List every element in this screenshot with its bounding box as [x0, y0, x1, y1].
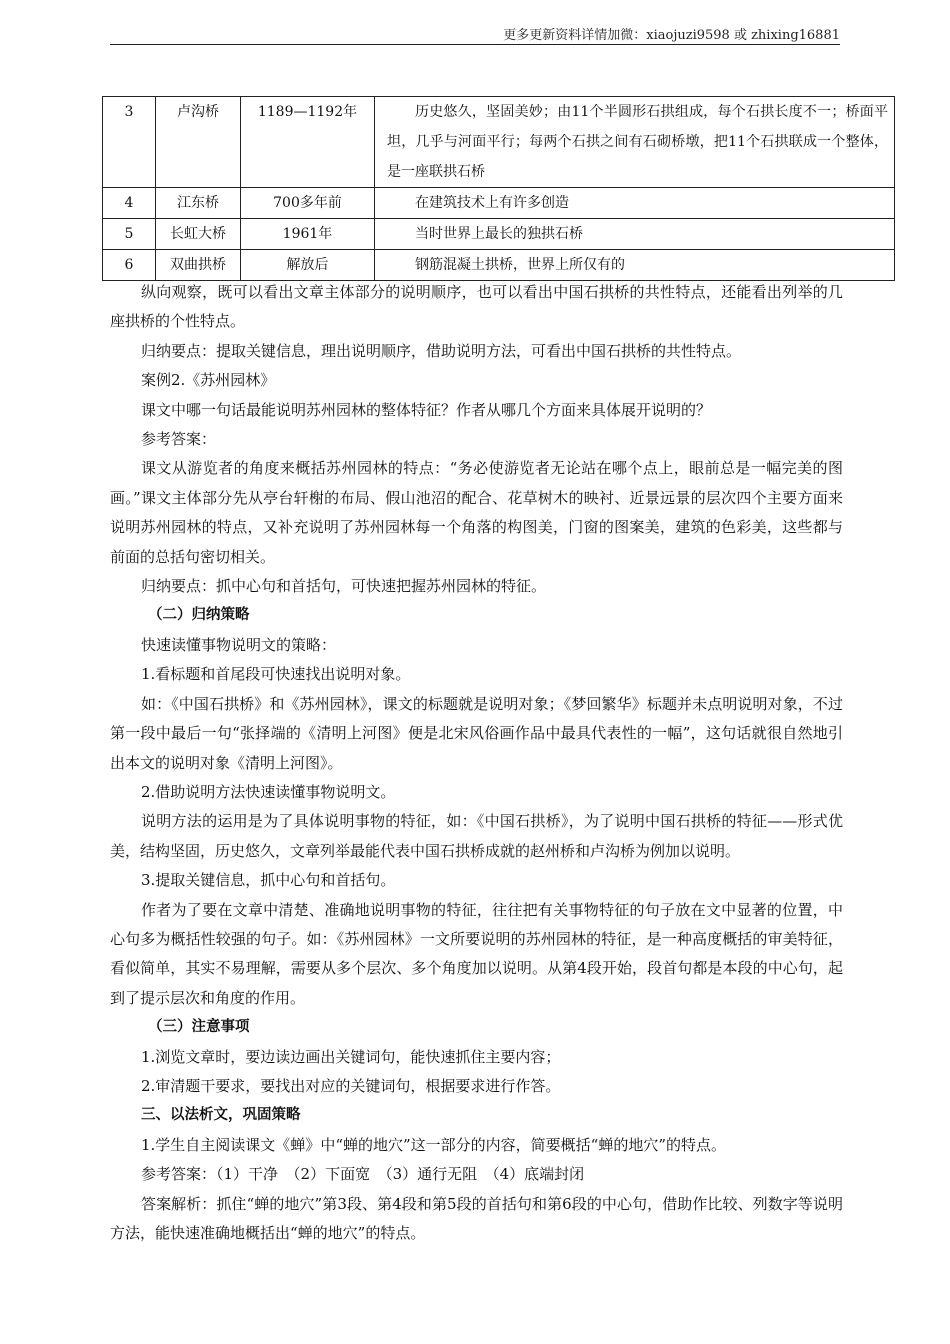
page-header-note: 更多更新资料详情加微：xiaojuzi9598 或 zhixing16881	[503, 28, 840, 43]
cell-year: 解放后	[241, 250, 375, 281]
list-item: 1.浏览文章时，要边读边画出关键词句，能快速抓住主要内容；	[141, 1047, 561, 1066]
cell-year: 700多年前	[241, 188, 375, 219]
cell-bridge-name: 卢沟桥	[156, 97, 241, 188]
table-row	[103, 250, 895, 281]
cell-number: 5	[103, 219, 156, 250]
cell-number: 3	[103, 97, 156, 188]
cell-bridge-name: 江东桥	[156, 188, 241, 219]
section-heading: （二）归纳策略	[148, 607, 250, 624]
case-title: 案例2.《苏州园林》	[141, 371, 276, 390]
section-heading: （三）注意事项	[148, 1019, 250, 1036]
list-item: 2.审清题干要求，要找出对应的关键词句，根据要求进行作答。	[141, 1076, 561, 1095]
list-item: 3.提取关键信息，抓中心句和首括句。	[141, 871, 396, 890]
paragraph: 课文从游览者的角度来概括苏州园林的特点：“务必使游览者无论站在哪个点上，眼前总是一幅完美的图画。”课文主体部分先从亭台轩榭的布局、假山池沼的配合、花草树木的映衬、近景远景的层次四个主要方面来说明苏州园林的特点，又补充说明了苏州园林每一个角落的构图美，门窗的图案美，建筑的色彩美，这些都与前面的总括句密切相关。	[110, 459, 843, 566]
table-row	[103, 219, 895, 250]
cell-year-text: 1189—1192年	[257, 104, 358, 120]
cell-feature: 在建筑技术上有许多创造	[375, 188, 895, 219]
paragraph: 说明方法的运用是为了具体说明事物的特征，如：《中国石拱桥》，为了说明中国石拱桥的特征——形式优美，结构坚固，历史悠久，文章列举最能代表中国石拱桥成就的赵州桥和卢沟桥为例加以说明。	[110, 812, 843, 860]
paragraph: 纵向观察，既可以看出文章主体部分的说明顺序，也可以看出中国石拱桥的共性特点，还能看出列举的几座拱桥的个性特点。	[110, 283, 843, 331]
paragraph: 归纳要点：提取关键信息，理出说明顺序，借助说明方法，可看出中国石拱桥的共性特点。	[141, 341, 742, 360]
cell-feature: 钢筋混凝土拱桥，世界上所仅有的	[375, 250, 895, 281]
list-item: 2.借助说明方法快速读懂事物说明文。	[141, 782, 396, 801]
cell-year: 1961年	[241, 219, 375, 250]
cell-number: 4	[103, 188, 156, 219]
paragraph: 快速读懂事物说明文的策略：	[141, 635, 337, 654]
cell-number: 6	[103, 250, 156, 281]
answer-analysis: 答案解析：抓住“蝉的地穴”第3段、第4段和第5段的首括句和第6段的中心句，借助作比较、列数字等说明方法，能快速准确地概括出“蝉的地穴”的特点。	[110, 1194, 843, 1242]
table-row	[103, 97, 895, 188]
answer: 参考答案：（1）干净 （2）下面宽 （3）通行无阻 （4）底端封闭	[141, 1165, 585, 1184]
table-row	[103, 188, 895, 219]
bridge-table	[102, 96, 895, 281]
cell-bridge-name: 双曲拱桥	[156, 250, 241, 281]
list-item: 1.看标题和首尾段可快速找出说明对象。	[141, 665, 411, 684]
paragraph: 归纳要点：抓中心句和首括句，可快速把握苏州园林的特征。	[141, 577, 547, 596]
cell-year	[241, 97, 375, 188]
header-rule	[110, 44, 840, 45]
paragraph: 如：《中国石拱桥》和《苏州园林》，课文的标题就是说明对象；《梦回繁华》标题并未点明说明对象，不过第一段中最后一句“张择端的《清明上河图》便是北宋风俗画作品中最具代表性的一幅”，这句话就很自然地引出本文的说明对象《清明上河图》。	[110, 694, 843, 772]
body-text	[110, 278, 843, 1248]
question: 课文中哪一句话最能说明苏州园林的整体特征？作者从哪几个方面来具体展开说明的？	[141, 400, 712, 419]
answer-label: 参考答案：	[141, 430, 217, 449]
section-heading: 三、以法析文，巩固策略	[141, 1107, 301, 1124]
list-item: 1.学生自主阅读课文《蝉》中“蝉的地穴”这一部分的内容，简要概括“蝉的地穴”的特点。	[141, 1135, 726, 1154]
cell-feature: 历史悠久，坚固美妙；由11个半圆形石拱组成，每个石拱长度不一；桥面平坦，几乎与河面平行；每两个石拱之间有石砌桥墩，把11个石拱联成一个整体，是一座联拱石桥	[375, 97, 895, 188]
cell-bridge-name: 长虹大桥	[156, 219, 241, 250]
paragraph: 作者为了要在文章中清楚、准确地说明事物的特征，往往把有关事物特征的句子放在文中显著的位置，中心句多为概括性较强的句子。如：《苏州园林》一文所要说明的苏州园林的特征，是一种高度概括的审美特征，看似简单，其实不易理解，需要从多个层次、多个角度加以说明。从第4段开始，段首句都是本段的中心句，起到了提示层次和角度的作用。	[110, 900, 843, 1007]
cell-feature: 当时世界上最长的独拱石桥	[375, 219, 895, 250]
